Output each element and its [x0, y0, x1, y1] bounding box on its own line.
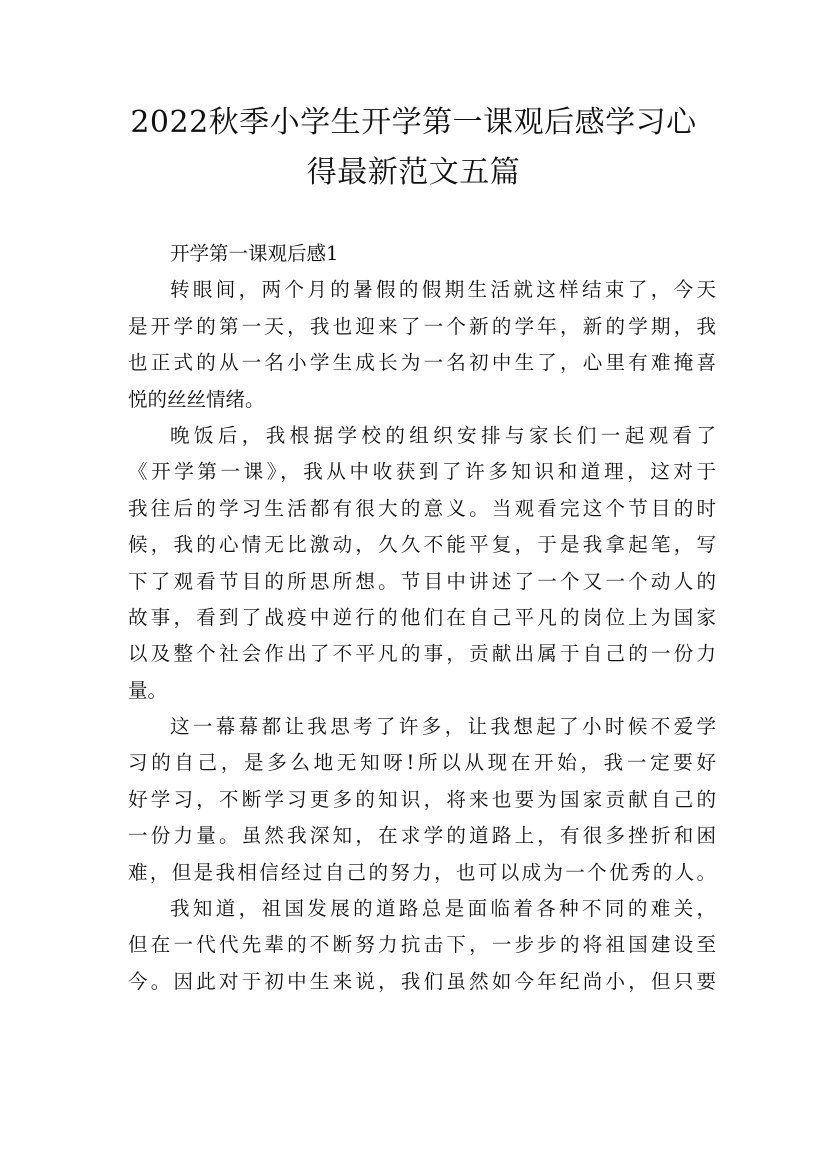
text-line: 这一幕幕都让我思考了许多，让我想起了小时候不爱学	[170, 715, 716, 739]
paragraph-3	[128, 709, 716, 891]
text-line: 一份力量。虽然我深知，在求学的道路上，有很多挫折和困	[128, 824, 716, 848]
paragraph-2	[128, 418, 716, 709]
text-line: 候，我的心情无比激动，久久不能平复，于是我拿起笔，写	[128, 533, 716, 557]
text-line: 转眼间，两个月的暑假的假期生活就这样结束了，今天	[170, 278, 716, 302]
text-line: 以及整个社会作出了不平凡的事，贡献出属于自己的一份力	[128, 642, 716, 666]
text-line: 但在一代代先辈的不断努力抗击下，一步步的将祖国建设至	[128, 933, 716, 957]
document-body	[128, 236, 716, 1000]
text-line: 悦的丝丝情绪。	[128, 387, 265, 411]
text-line: 下了观看节目的所思所想。节目中讲述了一个又一个动人的	[128, 569, 716, 593]
text-line: 好学习，不断学习更多的知识，将来也要为国家贡献自己的	[128, 787, 716, 811]
text-line: 量。	[128, 678, 168, 702]
section-heading: 开学第一课观后感1	[170, 242, 339, 265]
text-line: 习的自己，是多么地无知呀!所以从现在开始，我一定要好	[128, 751, 716, 775]
text-line: 晚饭后，我根据学校的组织安排与家长们一起观看了	[170, 423, 716, 447]
paragraph-4	[128, 891, 716, 1000]
text-line: 故事，看到了战疫中逆行的他们在自己平凡的岗位上为国家	[128, 605, 716, 629]
title-line: 得最新范文五篇	[306, 155, 521, 190]
text-line: 今。因此对于初中生来说，我们虽然如今年纪尚小，但只要	[128, 969, 716, 993]
text-line: 也正式的从一名小学生成长为一名初中生了，心里有难掩喜	[128, 351, 716, 375]
document-title	[120, 98, 707, 198]
text-line: 我往后的学习生活都有很大的意义。当观看完这个节目的时	[128, 496, 716, 520]
text-line: 《开学第一课》，我从中收获到了许多知识和道理，这对于	[128, 460, 716, 484]
paragraph-1	[128, 272, 716, 418]
text-line: 我知道，祖国发展的道路总是面临着各种不同的难关，	[170, 897, 716, 921]
text-line: 难，但是我相信经过自己的努力，也可以成为一个优秀的人。	[128, 860, 716, 884]
text-line: 是开学的第一天，我也迎来了一个新的学年，新的学期，我	[128, 314, 716, 338]
title-line: 2022秋季小学生开学第一课观后感学习心	[130, 105, 697, 140]
